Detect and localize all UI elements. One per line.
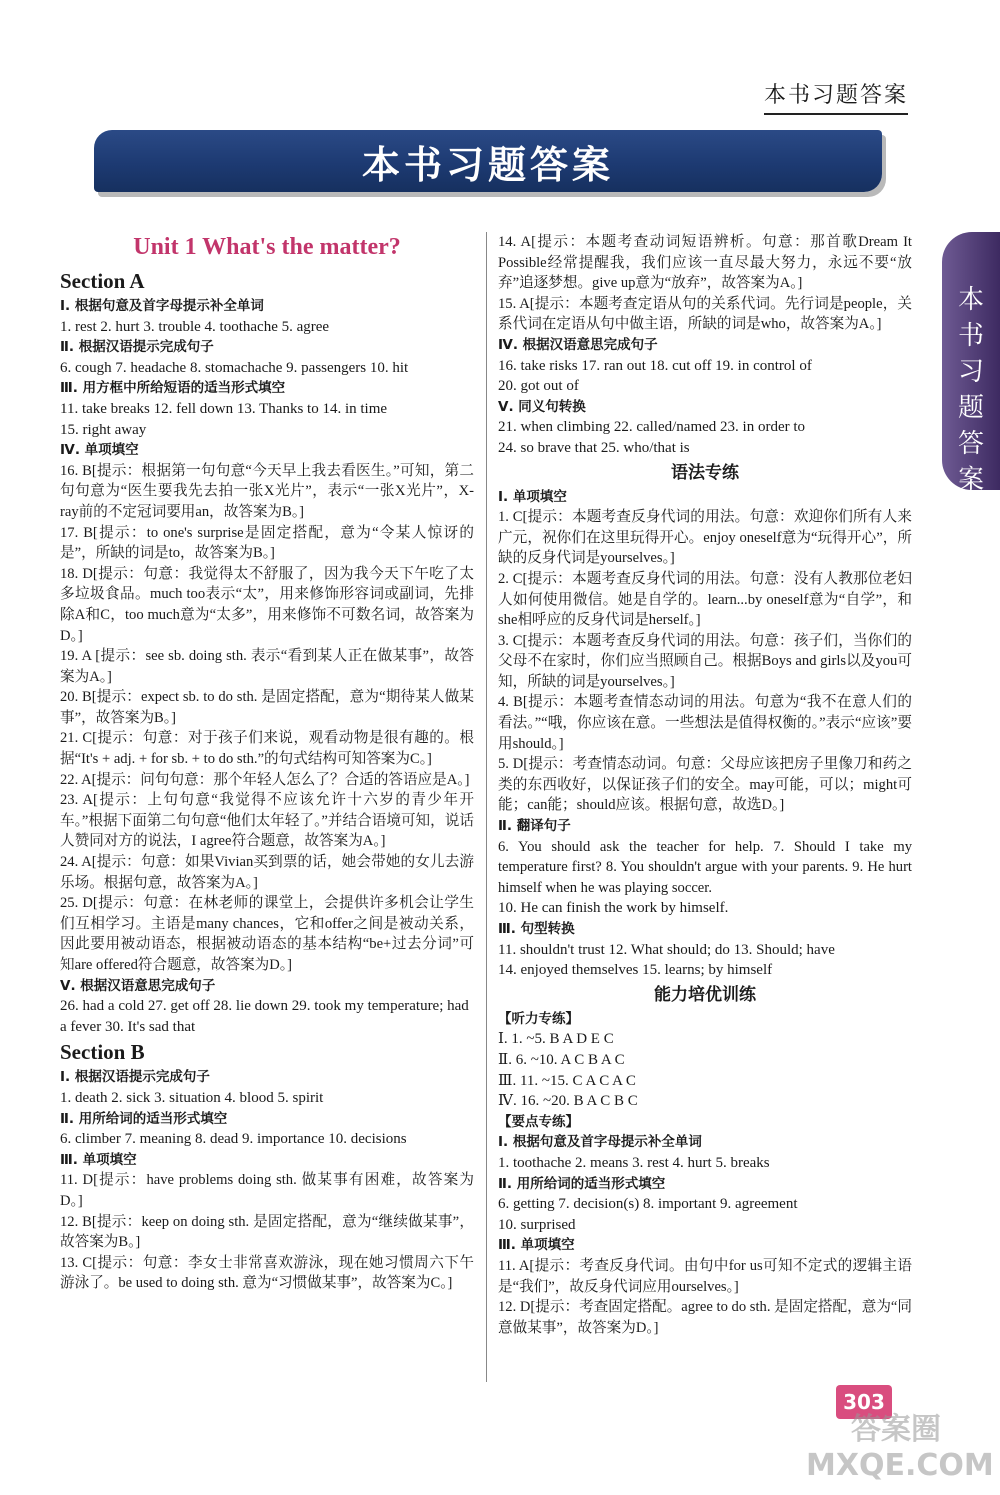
answer-line: Ⅳ. 16. ~20. B A C B C: [498, 1093, 638, 1110]
exercise-heading: Ⅲ. 单项填空: [498, 1237, 575, 1254]
answer-line: 12. B[提示：keep on doing sth. 是固定搭配，意为“继续做某事”，故答案为B。]: [60, 1213, 474, 1251]
answer-line: 14. A[提示：本题考查动词短语辨析。句意：那首歌Dream It Possible经常提醒我，我们应该一直尽最大努力，永远不要“放弃”追逐梦想。give up意为“放弃”，故答案为A。]: [498, 234, 912, 292]
answer-line: 6. climber 7. meaning 8. dead 9. importance 10. decisions: [60, 1131, 407, 1148]
answer-line: 4. B[提示：本题考查情态动词的用法。句意为“我不在意人们的看法。”“哦，你应该在意。一些想法是值得权衡的。”表示“应该”要用should。]: [498, 694, 912, 752]
answer-line: Ⅲ. 11. ~15. C A C A C: [498, 1072, 636, 1089]
answer-line: 13. C[提示：句意：李女士非常喜欢游泳，现在她习惯周六下午游泳了。be used to doing sth. 意为“习惯做某事”，故答案为C。]: [60, 1254, 474, 1292]
exercise-heading: Ⅰ. 根据汉语提示完成句子: [60, 1069, 210, 1086]
answer-line: 6. getting 7. decision(s) 8. important 9. agreement: [498, 1196, 798, 1213]
side-tab: [942, 232, 1000, 495]
running-header: 本书习题答案: [764, 78, 908, 115]
answer-line: Ⅱ. 6. ~10. A C B A C: [498, 1051, 625, 1068]
page-number: 303: [836, 1385, 892, 1419]
answer-line: 17. B[提示：to one's surprise是固定搭配，意为“令某人惊讶的是”，所缺的词是to，故答案为B。]: [60, 524, 474, 562]
title-banner: [94, 130, 882, 192]
answer-line: 1. rest 2. hurt 3. trouble 4. toothache 5. agree: [60, 318, 330, 335]
exercise-heading: Ⅱ. 翻译句子: [498, 818, 571, 835]
answer-line: 11. shouldn't trust 12. What should; do 13. Should; have: [498, 941, 835, 958]
answer-line: 1. toothache 2. means 3. rest 4. hurt 5. breaks: [498, 1154, 770, 1171]
exercise-heading: Ⅴ. 同义句转换: [498, 398, 586, 415]
answer-line: 26. had a cold 27. get off 28. lie down 29. took my temperature; had a fever 30. It's sad that: [60, 998, 469, 1035]
right-column: [498, 232, 912, 1338]
exercise-heading: Ⅴ. 根据汉语意思完成句子: [60, 977, 216, 994]
answer-line: Ⅰ. 1. ~5. B A D E C: [498, 1031, 614, 1048]
answer-line: 24. A[提示：句意：如果Vivian买到票的话，她会带她的女儿去游乐场。根据句意，故答案为A。]: [60, 854, 474, 891]
answer-line: 2. C[提示：本题考查反身代词的用法。句意：没有人教那位老妇人如何使用微信。她是自学的。learn...by oneself意为“自学”，和she相呼应的反身代词是herself。]: [498, 570, 912, 629]
left-column: [60, 232, 474, 1294]
exercise-heading: 【要点专练】: [498, 1113, 579, 1130]
answer-line: 6. You should ask the teacher for help. 7. Should I take my temperature first? 8. You shouldn't argue with your parents. 9. He hurt himself when he was playing soccer.: [498, 838, 912, 896]
answer-line: 23. A[提示：上句句意“我觉得不应该允许十六岁的青少年开车。”根据下面第二句句意“他们太年轻了。”并结合语境可知，说话人赞同对方的说法，I agree符合题意，故答案为A。]: [60, 792, 474, 850]
answer-line: 5. D[提示：考查情态动词。句意：父母应该把房子里像刀和药之类的东西收好，以保证孩子们的安全。may可能，可以；might可能；can能；should应该。根据句意，故选D。]: [498, 756, 912, 814]
answer-line: 11. D[提示：have problems doing sth. 做某事有困难，故答案为D。]: [60, 1172, 474, 1209]
answer-line: 11. take breaks 12. fell down 13. Thanks to 14. in time: [60, 400, 388, 417]
side-tab-label: 本书习题答案: [957, 285, 984, 495]
exercise-heading: Ⅲ. 单项填空: [60, 1151, 137, 1168]
exercise-heading: Ⅳ. 单项填空: [60, 442, 139, 459]
exercise-heading: Ⅱ. 用所给词的适当形式填空: [60, 1110, 228, 1127]
answer-line: 1. C[提示：本题考查反身代词的用法。句意：欢迎你们所有人来广元，祝你们在这里玩得开心。enjoy oneself意为“玩得开心”，所缺的反身代词是yourselves。]: [498, 509, 912, 567]
section-heading: Section A: [60, 269, 145, 293]
answer-line: 6. cough 7. headache 8. stomachache 9. passengers 10. hit: [60, 359, 409, 376]
answer-line: 22. A[提示：问句句意：那个年轻人怎么了？合适的答语应是A。]: [60, 771, 470, 788]
unit-title: Unit 1 What's the matter?: [133, 234, 401, 260]
exercise-heading: Ⅲ. 句型转换: [498, 921, 575, 937]
exercise-heading: Ⅱ. 根据汉语提示完成句子: [60, 339, 214, 356]
watermark-logo: 答案圈 MXQE.COM: [806, 1412, 994, 1483]
answer-line: 3. C[提示：本题考查反身代词的用法。句意：孩子们，当你们的父母不在家时，你们应当照顾自己。根据Boys and girls以及you可知，所缺的词是yourselves。]: [498, 632, 912, 690]
answer-line: 18. D[提示：句意：我觉得太不舒服了，因为我今天下午吃了太多垃圾食品。much too表示“太”，用来修饰形容词或副词，先排除A和C，too much意为“太多”，用来修饰不可数名词，故答案为D。]: [60, 565, 474, 644]
left-content: [60, 268, 474, 1294]
exercise-heading: Ⅲ. 用方框中所给短语的适当形式填空: [60, 380, 286, 397]
answer-line: 15. A[提示：本题考查定语从句的关系代词。先行词是people，关系代词在定语从句中做主语，所缺的词是who，故答案为A。]: [498, 295, 912, 333]
answer-line: 24. so brave that 25. who/that is: [498, 439, 690, 456]
block-title: 能力培优训练: [654, 984, 756, 1005]
exercise-heading: Ⅱ. 用所给词的适当形式填空: [498, 1175, 666, 1192]
answer-line: 1. death 2. sick 3. situation 4. blood 5. spirit: [60, 1089, 324, 1106]
block-title: 语法专练: [671, 462, 739, 483]
answer-line: 16. B[提示：根据第一句句意“今天早上我去看医生。”可知，第二句句意为“医生要我先去拍一张X光片”，表示“一张X光片”，X-ray前的不定冠词要用an，故答案为B。]: [60, 462, 474, 520]
exercise-heading: Ⅰ. 根据句意及首字母提示补全单词: [498, 1134, 702, 1151]
exercise-heading: Ⅳ. 根据汉语意思完成句子: [498, 336, 658, 353]
column-divider: [486, 232, 487, 1382]
answer-line: 16. take risks 17. ran out 18. cut off 19. in control of: [498, 357, 812, 374]
answer-line: 12. D[提示：考查固定搭配。agree to do sth. 是固定搭配，意为“同意做某事”，故答案为D。]: [498, 1299, 912, 1336]
right-content: [498, 232, 912, 1338]
exercise-heading: Ⅰ. 单项填空: [498, 488, 567, 505]
section-heading: Section B: [60, 1040, 145, 1065]
answer-line: 21. when climbing 22. called/named 23. in order to: [498, 419, 806, 436]
answer-line: 19. A [提示：see sb. doing sth. 表示“看到某人正在做某事”，故答案为A。]: [60, 648, 474, 685]
answer-line: 10. He can finish the work by himself.: [498, 900, 729, 917]
exercise-heading: 【听力专练】: [498, 1010, 579, 1027]
answer-line: 11. A[提示：考查反身代词。由句中for us可知不定式的逻辑主语是“我们”，故反身代词应用ourselves。]: [498, 1257, 912, 1295]
answer-line: 14. enjoyed themselves 15. learns; by himself: [498, 962, 773, 979]
answer-line: 21. C[提示：句意：对于孩子们来说，观看动物是很有趣的。根据“It's + adj. + for sb. + to do sth.”的句式结构可知答案为C。]: [60, 730, 474, 768]
answer-line: 15. right away: [60, 421, 147, 438]
page-title: 本书习题答案: [361, 142, 614, 187]
answer-line: 10. surprised: [498, 1216, 576, 1233]
answer-line: 25. D[提示：句意：在林老师的课堂上，会提供许多机会让学生们互相学习。主语是many chances，它和offer之间是被动关系，因此要用被动语态，根据被动语态的基本结构“be+过去分词”可知are offered符合题意，故答案为D。]: [60, 895, 474, 973]
answer-line: 20. B[提示：expect sb. to do sth. 是固定搭配，意为“期待某人做某事”，故答案为B。]: [60, 689, 474, 726]
exercise-heading: Ⅰ. 根据句意及首字母提示补全单词: [60, 298, 264, 314]
answer-line: 20. got out of: [498, 378, 579, 395]
